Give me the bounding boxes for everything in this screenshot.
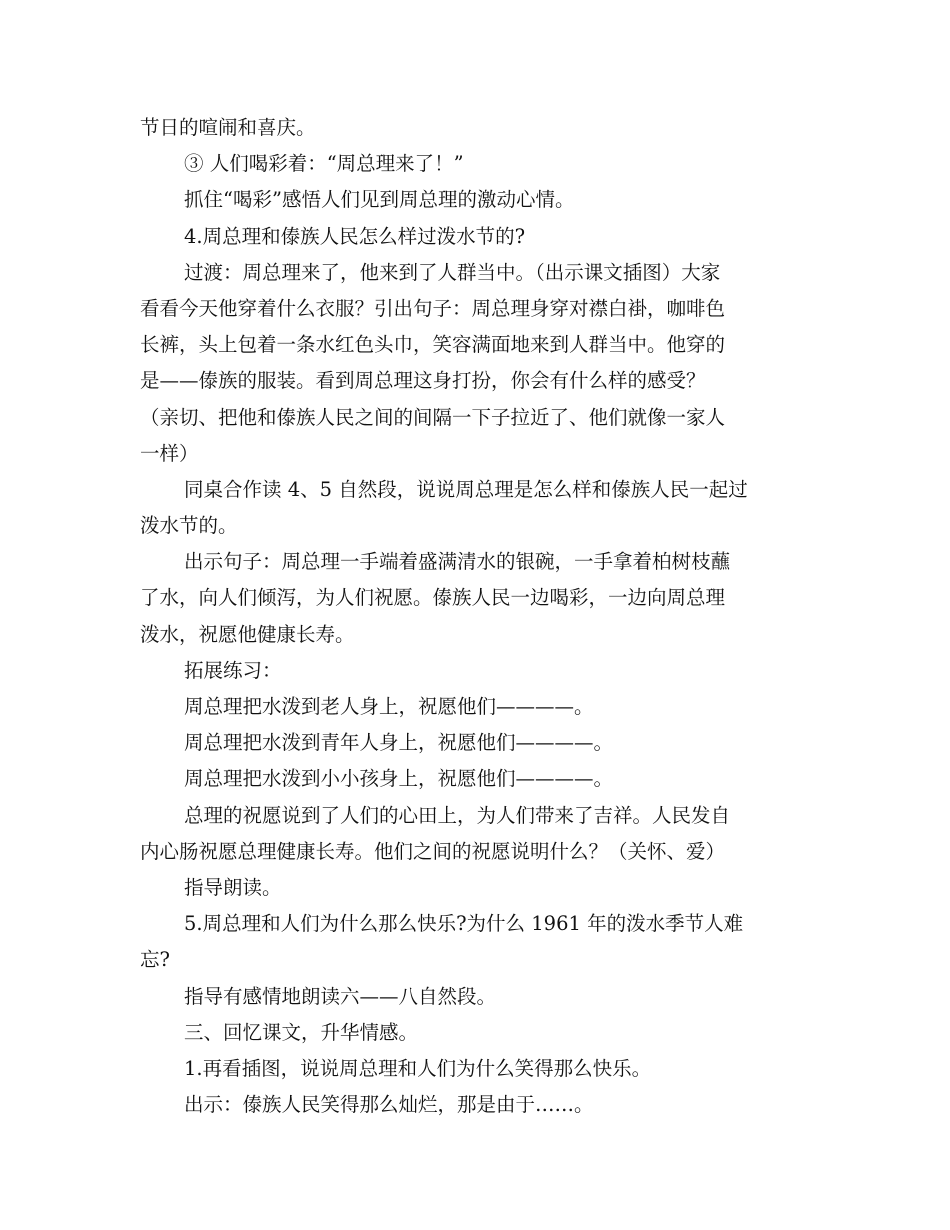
text-line: 忘? [140,948,170,972]
text-line: 长裤，头上包着一条水红色头巾，笑容满面地来到人群当中。他穿的 [140,333,726,357]
text-line: 1.再看插图，说说周总理和人们为什么笑得那么快乐。 [184,1056,652,1080]
text-line: ③ 人们喝彩着：“周总理来了！” [184,152,464,176]
text-line: 周总理把水泼到老人身上，祝愿他们————。 [184,695,594,718]
text-line: 4.周总理和傣族人民怎么样过泼水节的? [184,224,526,248]
text-line: 三、回忆课文，升华情感。 [184,1020,419,1044]
text-line: 泼水，祝愿他健康长寿。 [140,622,355,646]
text-line: 过渡：周总理来了，他来到了人群当中。（出示课文插图）大家 [184,260,721,284]
text-line: 指导朗读。 [184,875,282,899]
text-line: 出示句子：周总理一手端着盛满清水的银碗，一手拿着柏树枝蘸 [184,550,731,574]
document-page [140,110,820,1123]
text-line: 抓住“喝彩”感悟人们见到周总理的激动心情。 [184,188,575,212]
text-line: 总理的祝愿说到了人们的心田上，为人们带来了吉祥。人民发自 [184,803,731,827]
text-line: 周总理把水泼到小小孩身上，祝愿他们————。 [184,767,614,791]
text-line: 了水，向人们倾泻，为人们祝愿。傣族人民一边喝彩，一边向周总理 [140,586,726,610]
text-line: 内心肠祝愿总理健康长寿。他们之间的祝愿说明什么？（关怀、爱） [140,839,726,863]
text-line: 同桌合作读 4、5 自然段，说说周总理是怎么样和傣族人民一起过 [184,477,748,501]
text-line: （亲切、把他和傣族人民之间的间隔一下子拉近了、他们就像一家人 [140,405,726,429]
text-line: 是——傣族的服装。看到周总理这身打扮，你会有什么样的感受？ [140,369,706,393]
text-line: 看看今天他穿着什么衣服？引出句子：周总理身穿对襟白褂，咖啡色 [140,296,726,320]
text-line: 5.周总理和人们为什么那么快乐?为什么 1961 年的泼水季节人难 [184,912,744,936]
text-line: 周总理把水泼到青年人身上，祝愿他们————。 [184,731,614,755]
text-line: 节日的喧闹和喜庆。 [140,116,316,139]
text-line: 出示：傣族人民笑得那么灿烂，那是由于……。 [184,1093,594,1117]
text-line: 拓展练习： [184,658,282,682]
text-line: 一样） [140,441,199,465]
text-line: 指导有感情地朗读六——八自然段。 [184,984,497,1008]
text-line: 泼水节的。 [140,514,238,538]
